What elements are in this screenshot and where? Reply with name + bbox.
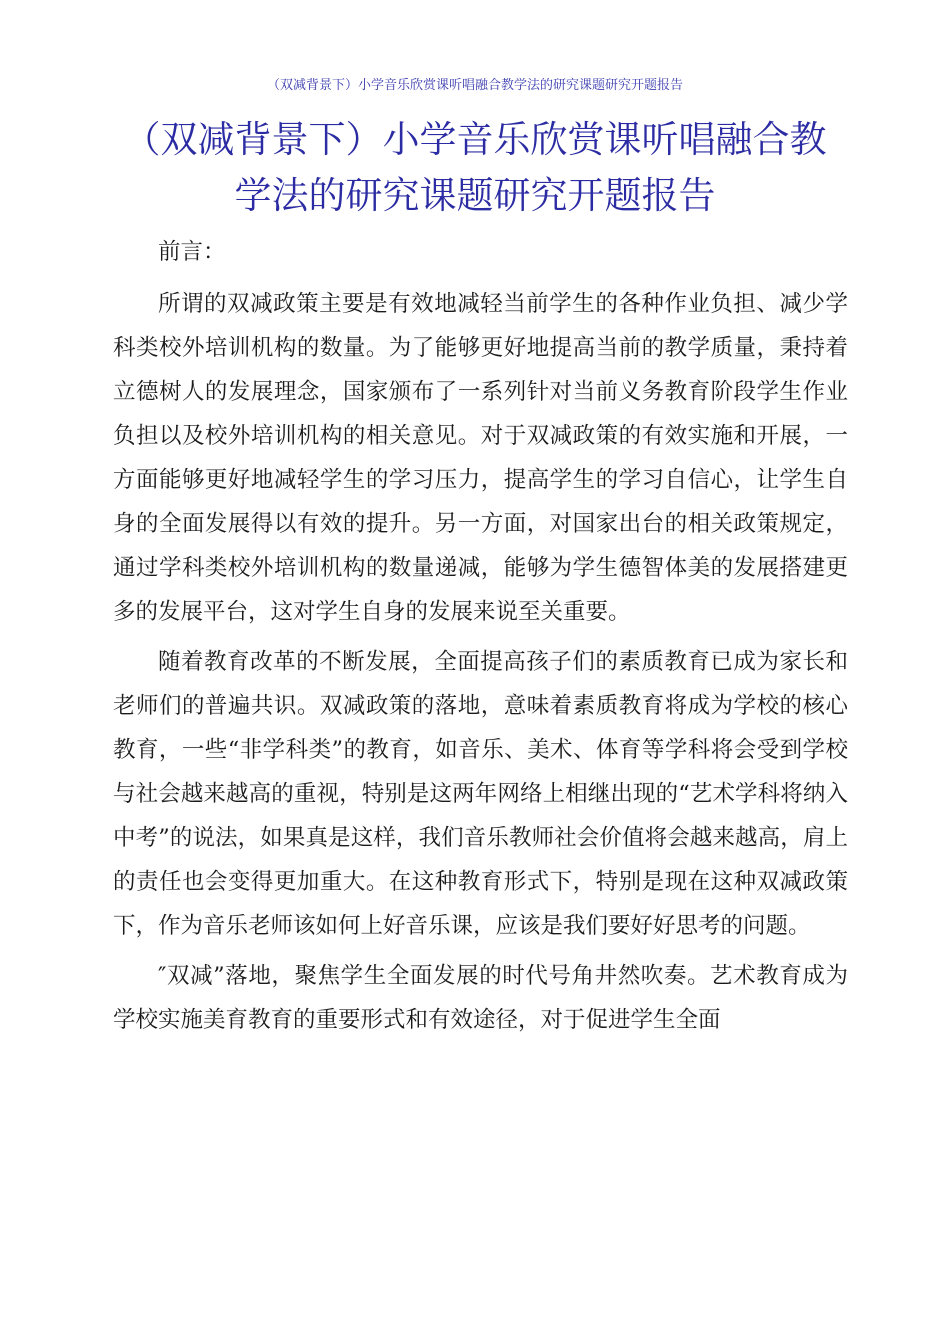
document-title: （双减背景下）小学音乐欣赏课听唱融合教学法的研究课题研究开题报告 [123, 118, 827, 217]
preface-label: 前言： [158, 239, 226, 265]
body-paragraph-3: ″双减”落地，聚焦学生全面发展的时代号角井然吹奏。艺术教育成为学校实施美育教育的重要形式和有效途径，对于促进学生全面 [113, 963, 848, 1033]
body-paragraph-1: 所谓的双减政策主要是有效地减轻当前学生的各种作业负担、减少学科类校外培训机构的数量。为了能够更好地提高当前的教学质量，秉持着立德树人的发展理念，国家颁布了一系列针对当前义务教育阶段学生作业负担以及校外培训机构的相关意见。对于双减政策的有效实施和开展，一方面能够更好地减轻学生的学习压力，提高学生的学习自信心，让学生自身的全面发展得以有效的提升。另一方面，对国家出台的相关政策规定，通过学科类校外培训机构的数量递减，能够为学生德智体美的发展搭建更多的发展平台，这对学生自身的发展来说至关重要。 [113, 291, 848, 625]
document-body [113, 230, 848, 1048]
running-header: （双减背景下）小学音乐欣赏课听唱融合教学法的研究课题研究开题报告 [266, 78, 683, 93]
body-paragraph-2: 随着教育改革的不断发展，全面提高孩子们的素质教育已成为家长和老师们的普遍共识。双减政策的落地，意味着素质教育将成为学校的核心教育，一些“非学科类”的教育，如音乐、美术、体育等学科将会受到学校与社会越来越高的重视，特别是这两年网络上相继出现的“艺术学科将纳入中考”的说法，如果真是这样，我们音乐教师社会价值将会越来越高，肩上的责任也会变得更加重大。在这种教育形式下，特别是现在这种双减政策下，作为音乐老师该如何上好音乐课，应该是我们要好好思考的问题。 [113, 649, 848, 939]
